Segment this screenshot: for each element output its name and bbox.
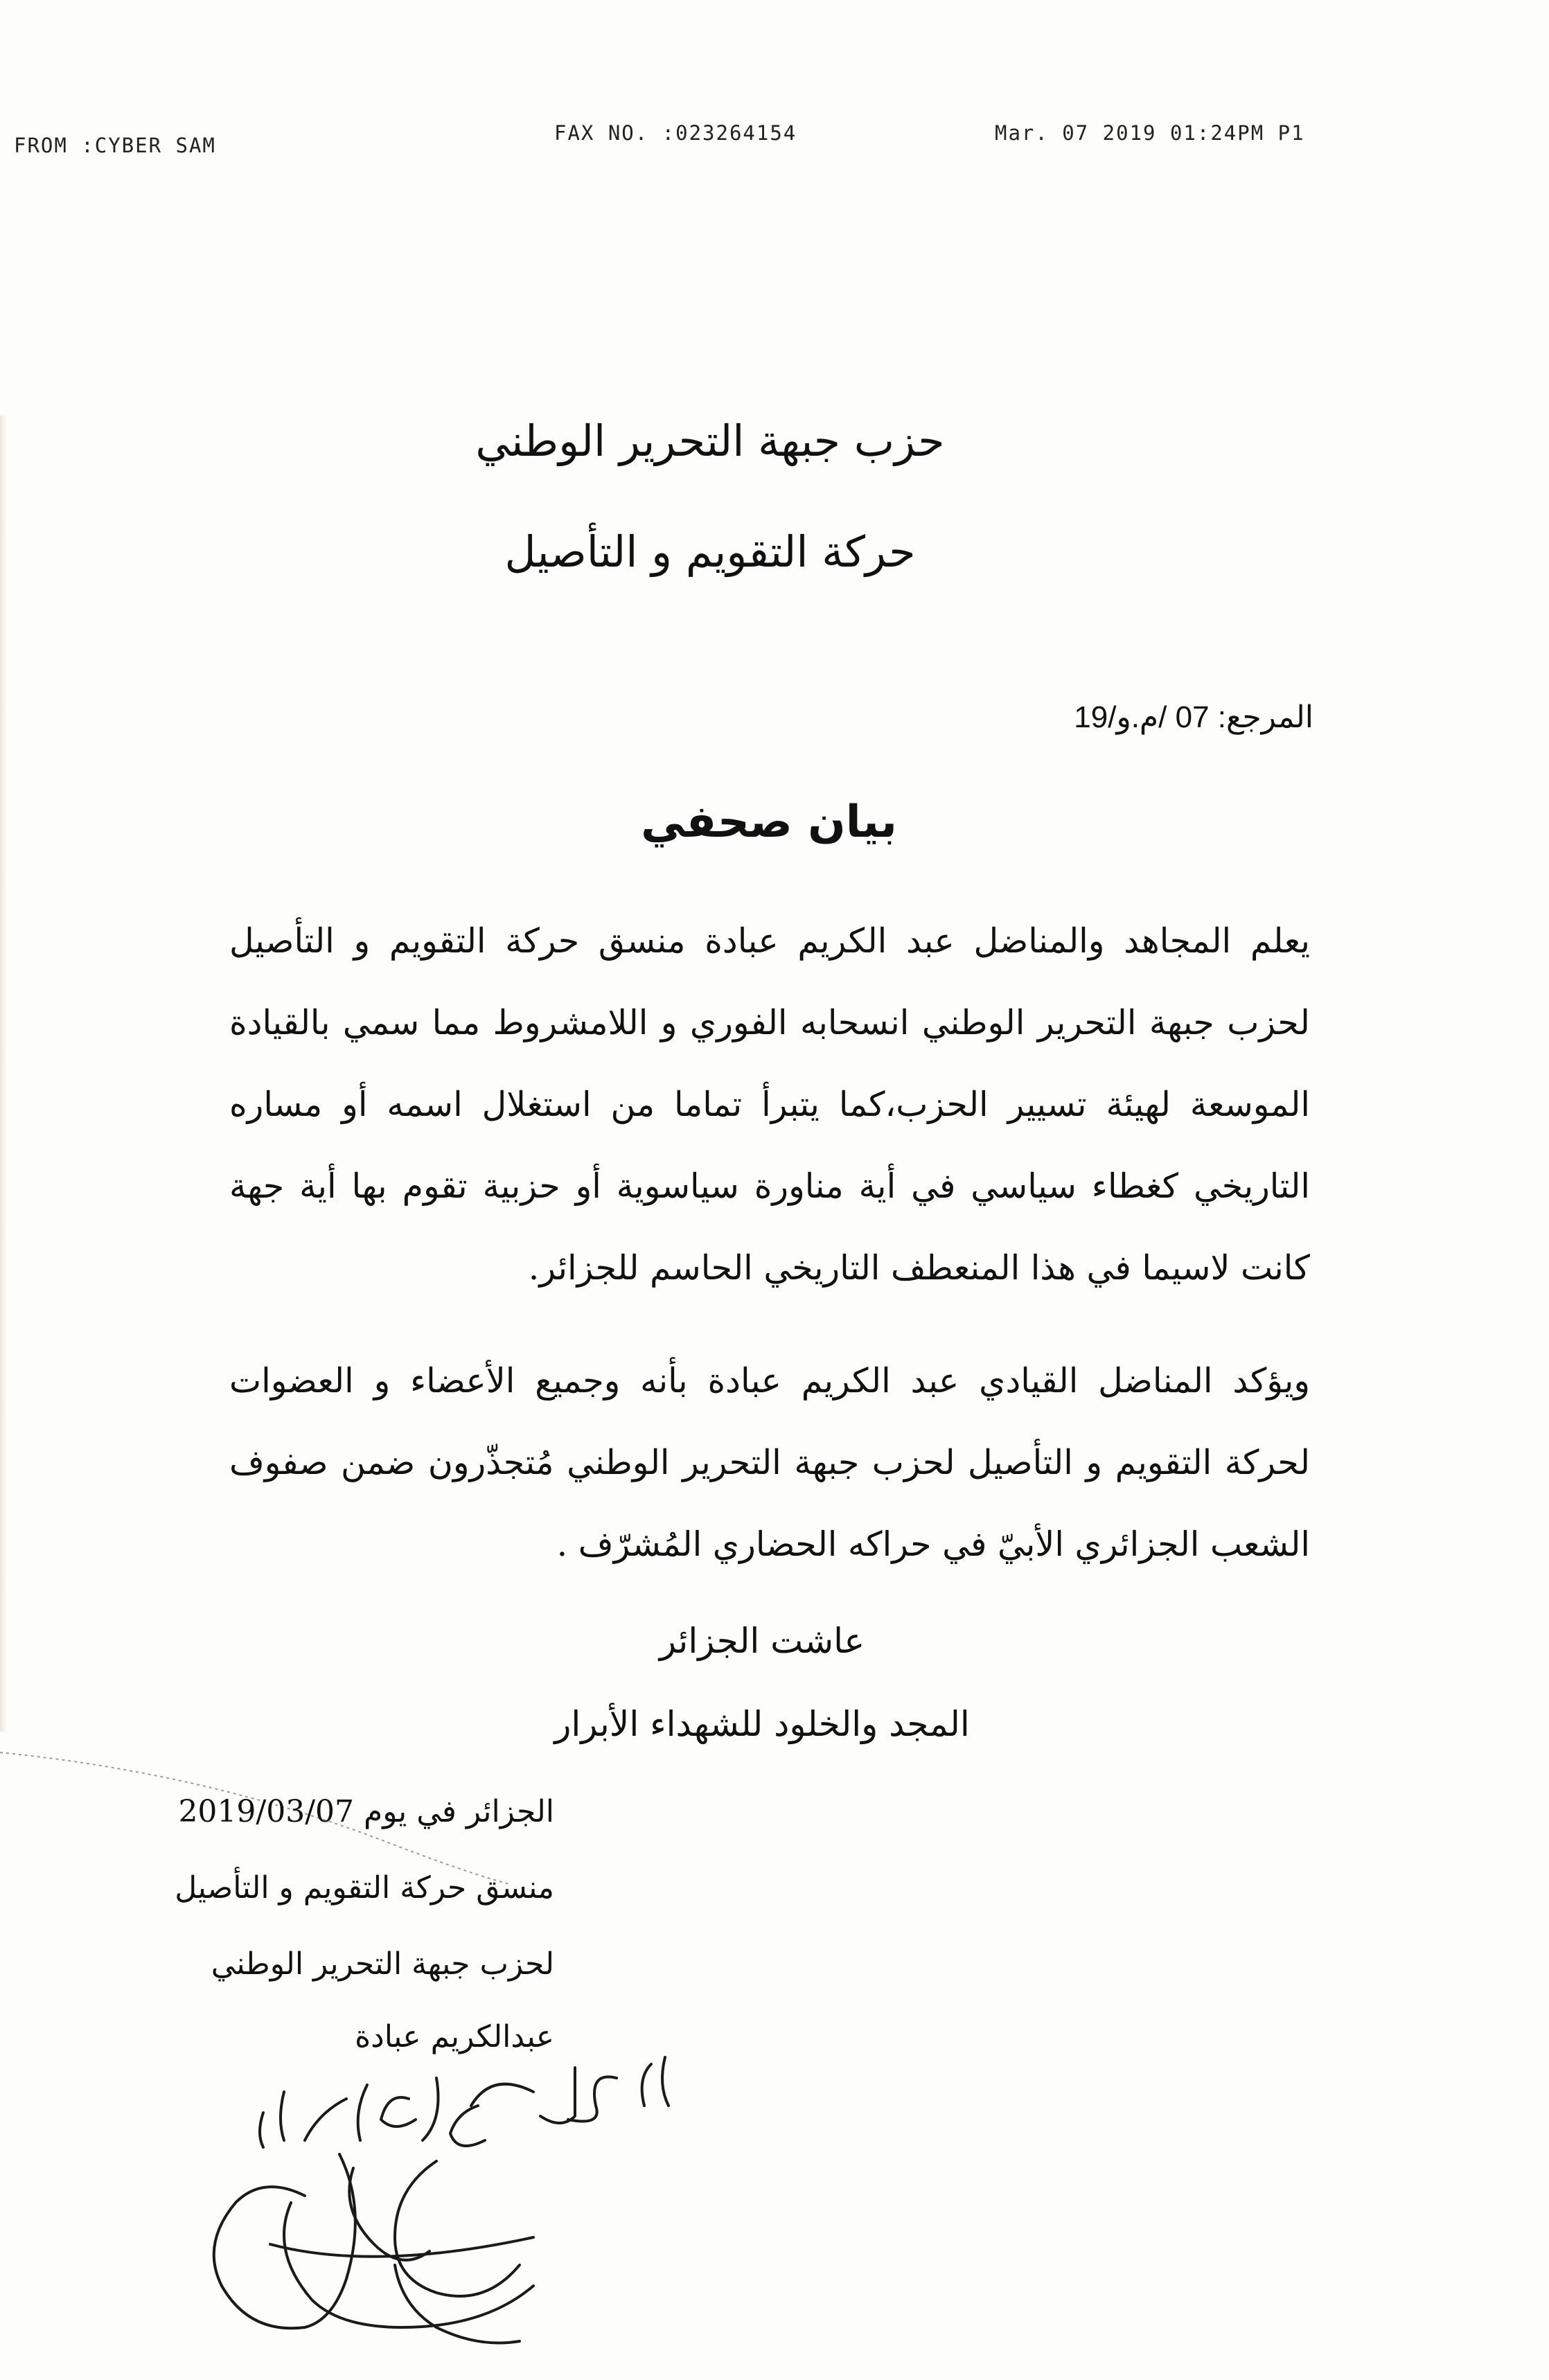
- document-title: بيان صحفي: [641, 797, 897, 848]
- body-paragraph-1: يعلم المجاهد والمناضل عبد الكريم عبادة منسق حركة التقويم و التأصيل لحزب جبهة التحرير الوطني انسحابه الفوري و اللامشروط مما سمي بالقيادة الموسعة لهيئة تسيير الحزب،كما يتبرأ تماما من استغلال اسمه أو مساره التاريخي كغطاء سياسي في أية مناورة سياسوية أو حزبية تقوم بها أية جهة كانت لاسيما في هذا المنعطف التاريخي الحاسم للجزائر.: [229, 921, 1310, 1288]
- fax-date: Mar. 07 2019 01:24PM P1: [995, 121, 1305, 145]
- fax-number: FAX NO. :023264154: [554, 121, 797, 145]
- closing-line-2: المجد والخلود للشهداء الأبرار: [554, 1704, 970, 1744]
- body-paragraph-2: ويؤكد المناضل القيادي عبد الكريم عبادة بأنه وجميع الأعضاء و العضوات لحركة التقويم و التأصيل لحزب جبهة التحرير الوطني مُتجذّرون ضمن صفوف الشعب الجزائري الأبيّ في حراكه الحضاري المُشرّف .: [229, 1361, 1310, 1564]
- signature-party: لحزب جبهة التحرير الوطني: [211, 1946, 554, 1982]
- reference-number: المرجع: 07 /م.و/19: [1074, 700, 1313, 734]
- closing-line-1: عاشت الجزائر: [659, 1621, 865, 1661]
- handwritten-signature: [187, 2036, 714, 2362]
- scan-edge-shadow: [0, 416, 7, 1732]
- fax-from: FROM :CYBER SAM: [14, 134, 216, 157]
- movement-name: حركة التقويم و التأصيل: [504, 526, 916, 577]
- party-name: حزب جبهة التحرير الوطني: [475, 416, 945, 466]
- fax-header: [0, 121, 1549, 156]
- signature-role: منسق حركة التقويم و التأصيل: [175, 1870, 554, 1906]
- signature-date: الجزائر في يوم 2019/03/07: [178, 1794, 554, 1829]
- signature-name: عبدالكريم عبادة: [355, 2019, 554, 2054]
